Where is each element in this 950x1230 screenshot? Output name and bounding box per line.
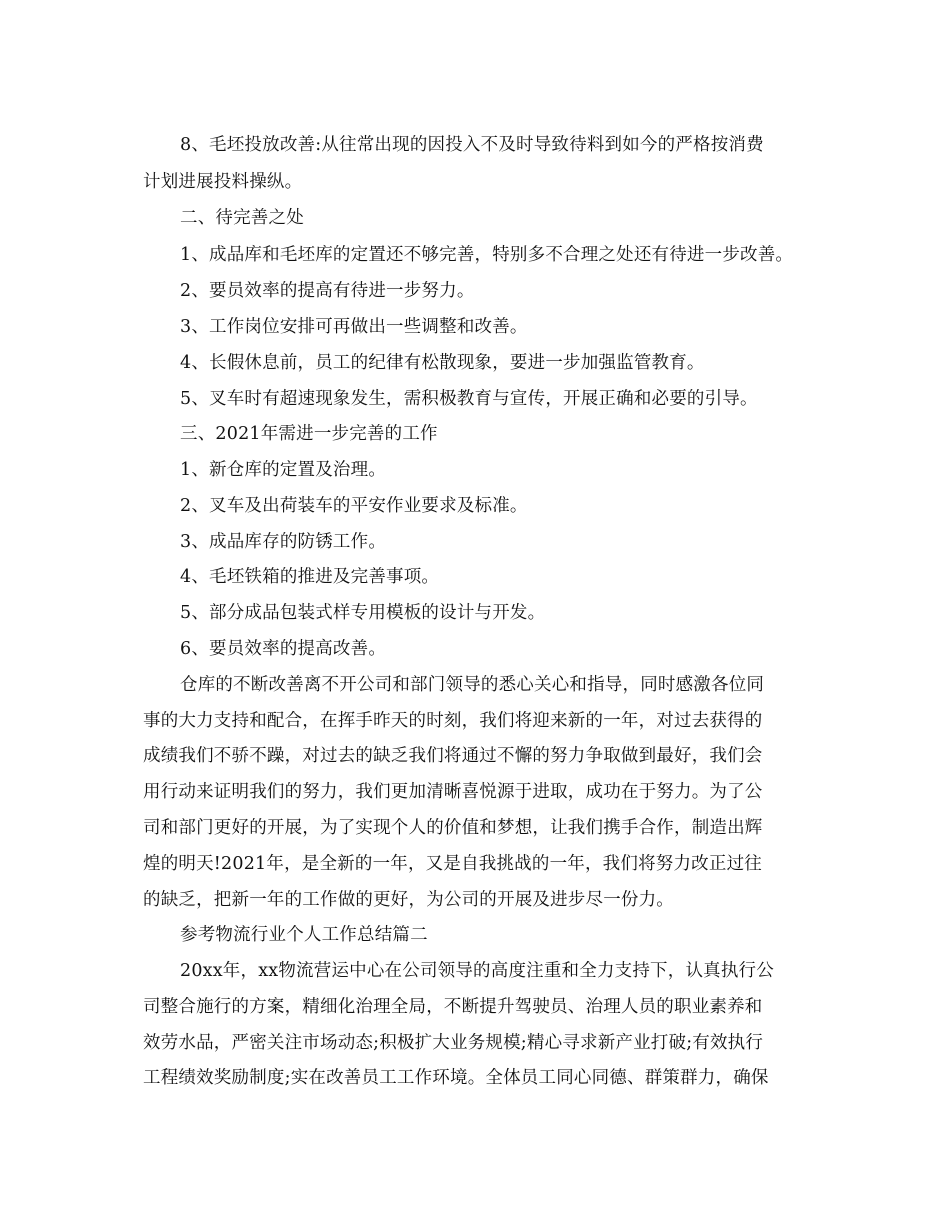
list-item: 5、叉车时有超速现象发生，需积极教育与宣传，开展正确和必要的引导。 bbox=[180, 389, 758, 409]
paragraph-line: 用行动来证明我们的努力，我们更加清晰喜悦源于进取，成功在于努力。为了公 bbox=[143, 782, 763, 802]
list-item: 5、部分成品包装式样专用模板的设计与开发。 bbox=[180, 603, 546, 623]
paragraph-line: 工程绩效奖励制度;实在改善员工工作环境。全体员工同心同德、群策群力，确保 bbox=[143, 1068, 769, 1088]
section-heading: 三、2021年需进一步完善的工作 bbox=[180, 424, 438, 444]
paragraph-line: 的缺乏，把新一年的工作做的更好，为公司的开展及进步尽一份力。 bbox=[143, 890, 674, 910]
list-item: 3、工作岗位安排可再做出一些调整和改善。 bbox=[180, 317, 528, 337]
paragraph-line: 煌的明天!2021年，是全新的一年，又是自我挑战的一年，我们将努力改正过往 bbox=[143, 854, 762, 874]
list-item: 2、要员效率的提高有待进一步努力。 bbox=[180, 281, 475, 301]
list-item: 4、长假休息前，员工的纪律有松散现象，要进一步加强监管教育。 bbox=[180, 353, 705, 373]
section-heading: 二、待完善之处 bbox=[180, 208, 304, 228]
list-item: 1、成品库和毛坯库的定置还不够完善，特别多不合理之处还有待进一步改善。 bbox=[180, 245, 794, 265]
list-item: 2、叉车及出荷装车的平安作业要求及标准。 bbox=[180, 496, 528, 516]
list-item: 3、成品库存的防锈工作。 bbox=[180, 532, 387, 552]
text-line: 8、毛坯投放改善:从往常出现的因投入不及时导致待料到如今的严格按消费 bbox=[180, 135, 764, 155]
paragraph-line: 效劳水品，严密关注市场动态;积极扩大业务规模;精心寻求新产业打破;有效执行 bbox=[143, 1033, 764, 1053]
paragraph-line: 事的大力支持和配合，在挥手昨天的时刻，我们将迎来新的一年，对过去获得的 bbox=[143, 711, 763, 731]
paragraph-line: 司整合施行的方案，精细化治理全局，不断提升驾驶员、治理人员的职业素养和 bbox=[143, 997, 763, 1017]
list-item: 6、要员效率的提高改善。 bbox=[180, 639, 387, 659]
text-line: 计划进展投料操纵。 bbox=[143, 172, 303, 192]
paragraph-line: 成绩我们不骄不躁，对过去的缺乏我们将通过不懈的努力争取做到最好，我们会 bbox=[143, 746, 763, 766]
list-item: 1、新仓库的定置及治理。 bbox=[180, 460, 387, 480]
paragraph-line: 20xx年，xx物流营运中心在公司领导的高度注重和全力支持下，认真执行公 bbox=[180, 961, 774, 981]
paragraph-line: 司和部门更好的开展，为了实现个人的价值和梦想，让我们携手合作，制造出辉 bbox=[143, 818, 763, 838]
list-item: 4、毛坯铁箱的推进及完善事项。 bbox=[180, 567, 440, 587]
paragraph-line: 仓库的不断改善离不开公司和部门领导的悉心关心和指导，同时感激各位同 bbox=[180, 675, 765, 695]
section-heading: 参考物流行业个人工作总结篇二 bbox=[180, 925, 428, 945]
